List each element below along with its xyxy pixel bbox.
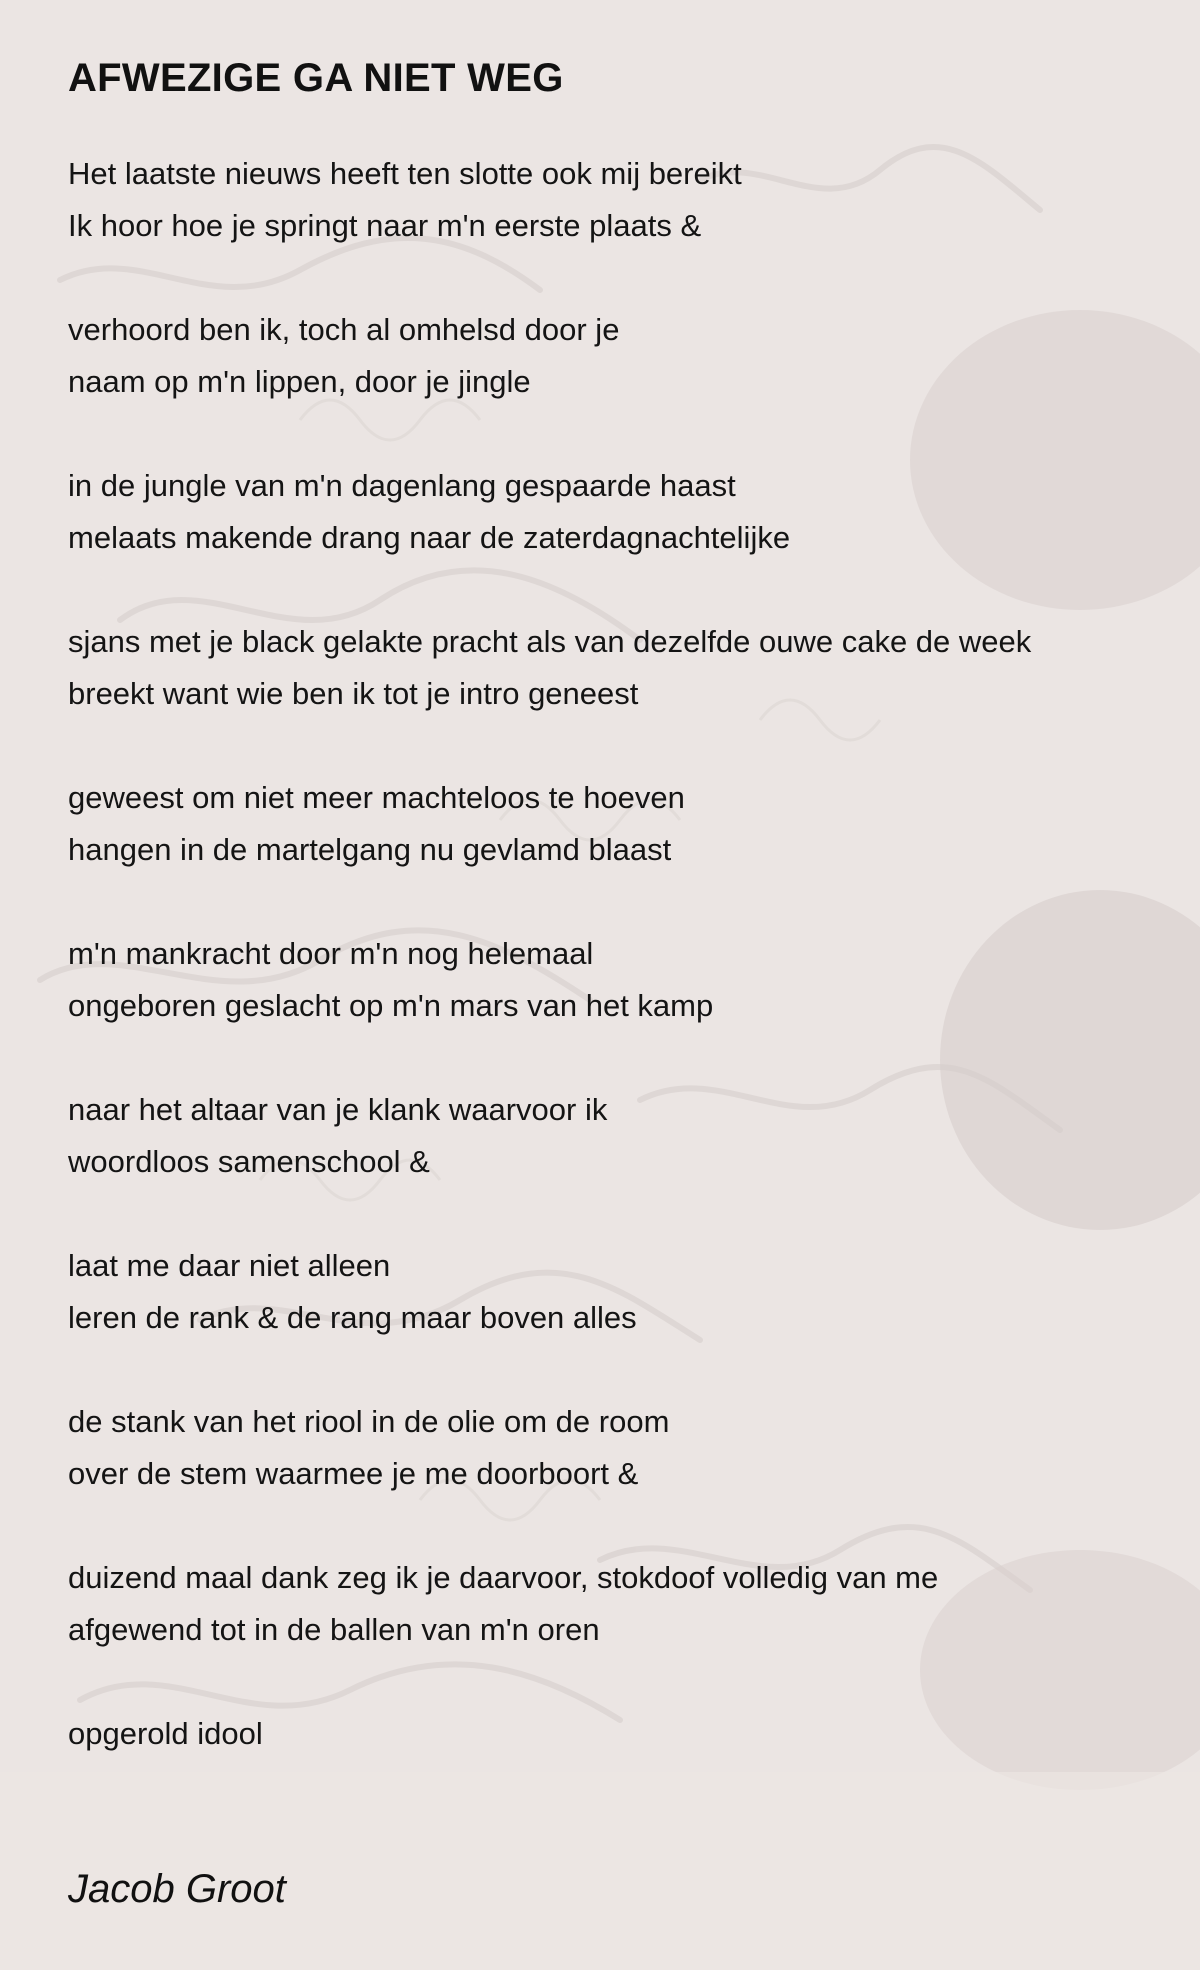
poem-body [68,148,1168,1812]
poem-line: m'n mankracht door m'n nog helemaal [68,936,594,971]
stanza-9 [68,1396,1168,1500]
poem-line: woordloos samenschool & [68,1144,430,1179]
stanza-3 [68,460,1168,564]
poem-line: naam op m'n lippen, door je jingle [68,364,531,399]
poem-line: hangen in de martelgang nu gevlamd blaast [68,832,672,867]
stanza-8 [68,1240,1168,1344]
poem-line: laat me daar niet alleen [68,1248,391,1283]
stanza-7 [68,1084,1168,1188]
stanza-1 [68,148,1168,252]
poem-title: AFWEZIGE GA NIET WEG [68,56,564,100]
poem-line: afgewend tot in de ballen van m'n oren [68,1612,600,1647]
poem-line: verhoord ben ik, toch al omhelsd door je [68,312,620,347]
poem-line: melaats makende drang naar de zaterdagnachtelijke [68,520,791,555]
stanza-6 [68,928,1168,1032]
poem-line: in de jungle van m'n dagenlang gespaarde haast [68,468,736,503]
poem-line: leren de rank & de rang maar boven alles [68,1300,637,1335]
poem-line: Het laatste nieuws heeft ten slotte ook mij bereikt [68,156,742,191]
poem-author: Jacob Groot [68,1867,286,1911]
poem-line: sjans met je black gelakte pracht als van dezelfde ouwe cake de week [68,624,1032,659]
poem-line: duizend maal dank zeg ik je daarvoor, stokdoof volledig van me [68,1560,939,1595]
poem-line: de stank van het riool in de olie om de room [68,1404,670,1439]
poem-line: over de stem waarmee je me doorboort & [68,1456,639,1491]
poem-line: breekt want wie ben ik tot je intro geneest [68,676,639,711]
stanza-2 [68,304,1168,408]
poem-line: opgerold idool [68,1716,263,1751]
stanza-5 [68,772,1168,876]
stanza-11 [68,1708,1168,1760]
poem-line: Ik hoor hoe je springt naar m'n eerste plaats & [68,208,702,243]
stanza-4 [68,616,1168,720]
stanza-10 [68,1552,1168,1656]
poem-line: ongeboren geslacht op m'n mars van het kamp [68,988,714,1023]
poem-line: naar het altaar van je klank waarvoor ik [68,1092,608,1127]
poem-line: geweest om niet meer machteloos te hoeven [68,780,685,815]
